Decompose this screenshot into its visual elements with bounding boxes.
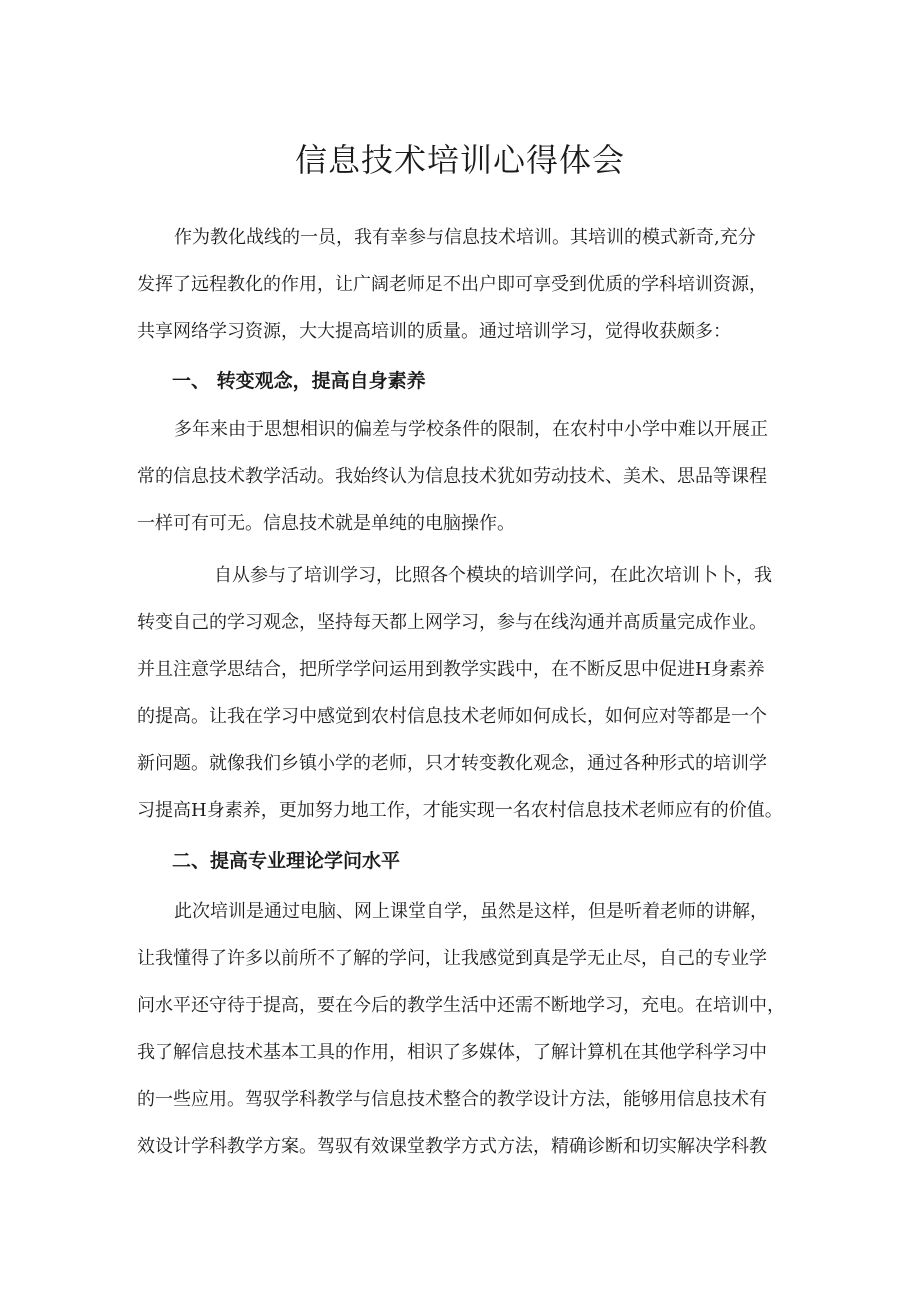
- paragraph-line: 问水平还守待于提高，要在今后的教学生活中还需不断地学习，充电。在培训中，: [137, 995, 785, 1016]
- paragraph-line: 新问题。就像我们乡镇小学的老师，只才转变教化观念，通过各种形式的培训学: [137, 753, 767, 774]
- paragraph-line: 我了解信息技术基本工具的作用，相识了多媒体，了解计算机在其他学科学习中: [137, 1042, 767, 1063]
- paragraph-line: 并且注意学思结合，把所学学问运用到教学实践中，在不断反思中促进H身素养: [137, 659, 765, 680]
- paragraph-line: 此次培训是通过电脑、网上课堂自学，虽然是这样，但是听着老师的讲解，: [174, 901, 768, 922]
- intro-line: 共享网络学习资源，大大提高培训的质量。通过培训学习，觉得收获颇多：: [137, 321, 731, 342]
- paragraph-line: 的提高。让我在学习中感觉到农村信息技术老师如何成长，如何应对等都是一个: [137, 706, 767, 727]
- paragraph-line: 转变自己的学习观念，坚持每天都上网学习，参与在线沟通并髙质量完成作业。: [137, 612, 767, 633]
- paragraph-line: 习提高H身素养，更加努力地工作，才能实现一名农村信息技术老师应有的价值。: [137, 800, 783, 821]
- intro-line: 发挥了远程教化的作用，让广阔老师足不出户即可享受到优质的学科培训资源，: [137, 274, 767, 295]
- section-heading-1: 一、 转变观念，提高自身素养: [172, 370, 426, 392]
- section1-paragraph-2: [137, 552, 797, 834]
- paragraph-line: 多年来由于思想相识的偏差与学校条件的限制，在农村中小学中难以开展正: [174, 419, 768, 440]
- section1-paragraph-1: [137, 406, 797, 547]
- intro-line: 作为教化战线的一员，我有幸参与信息技术培训。其培训的模式新奇,充分: [174, 227, 756, 248]
- section-heading-2: 二、提高专业理论学问水平: [172, 850, 401, 872]
- paragraph-line: 一样可有可无。信息技术就是单纯的电脑操作。: [137, 513, 515, 534]
- document-title: 信息技术培训心得体会: [294, 141, 625, 179]
- paragraph-line: 常的信息技术教学活动。我始终认为信息技术犹如劳动技术、美术、思品等课程: [137, 466, 767, 487]
- paragraph-line: 让我懂得了许多以前所不了解的学问，让我感觉到真是学无止尽，自己的专业学: [137, 948, 767, 969]
- section2-paragraph-1: [137, 888, 797, 1170]
- paragraph-line: 的一些应用。驾驭学科教学与信息技术整合的教学设计方法，能够用信息技术有: [137, 1089, 767, 1110]
- paragraph-line: 效设计学科教学方案。驾驭有效课堂教学方式方法，精确诊断和切实解决学科教: [137, 1136, 767, 1157]
- intro-paragraph: [137, 214, 797, 355]
- paragraph-line: 自从参与了培训学习，比照各个模块的培训学问，在此次培训卜卜，我: [214, 565, 772, 586]
